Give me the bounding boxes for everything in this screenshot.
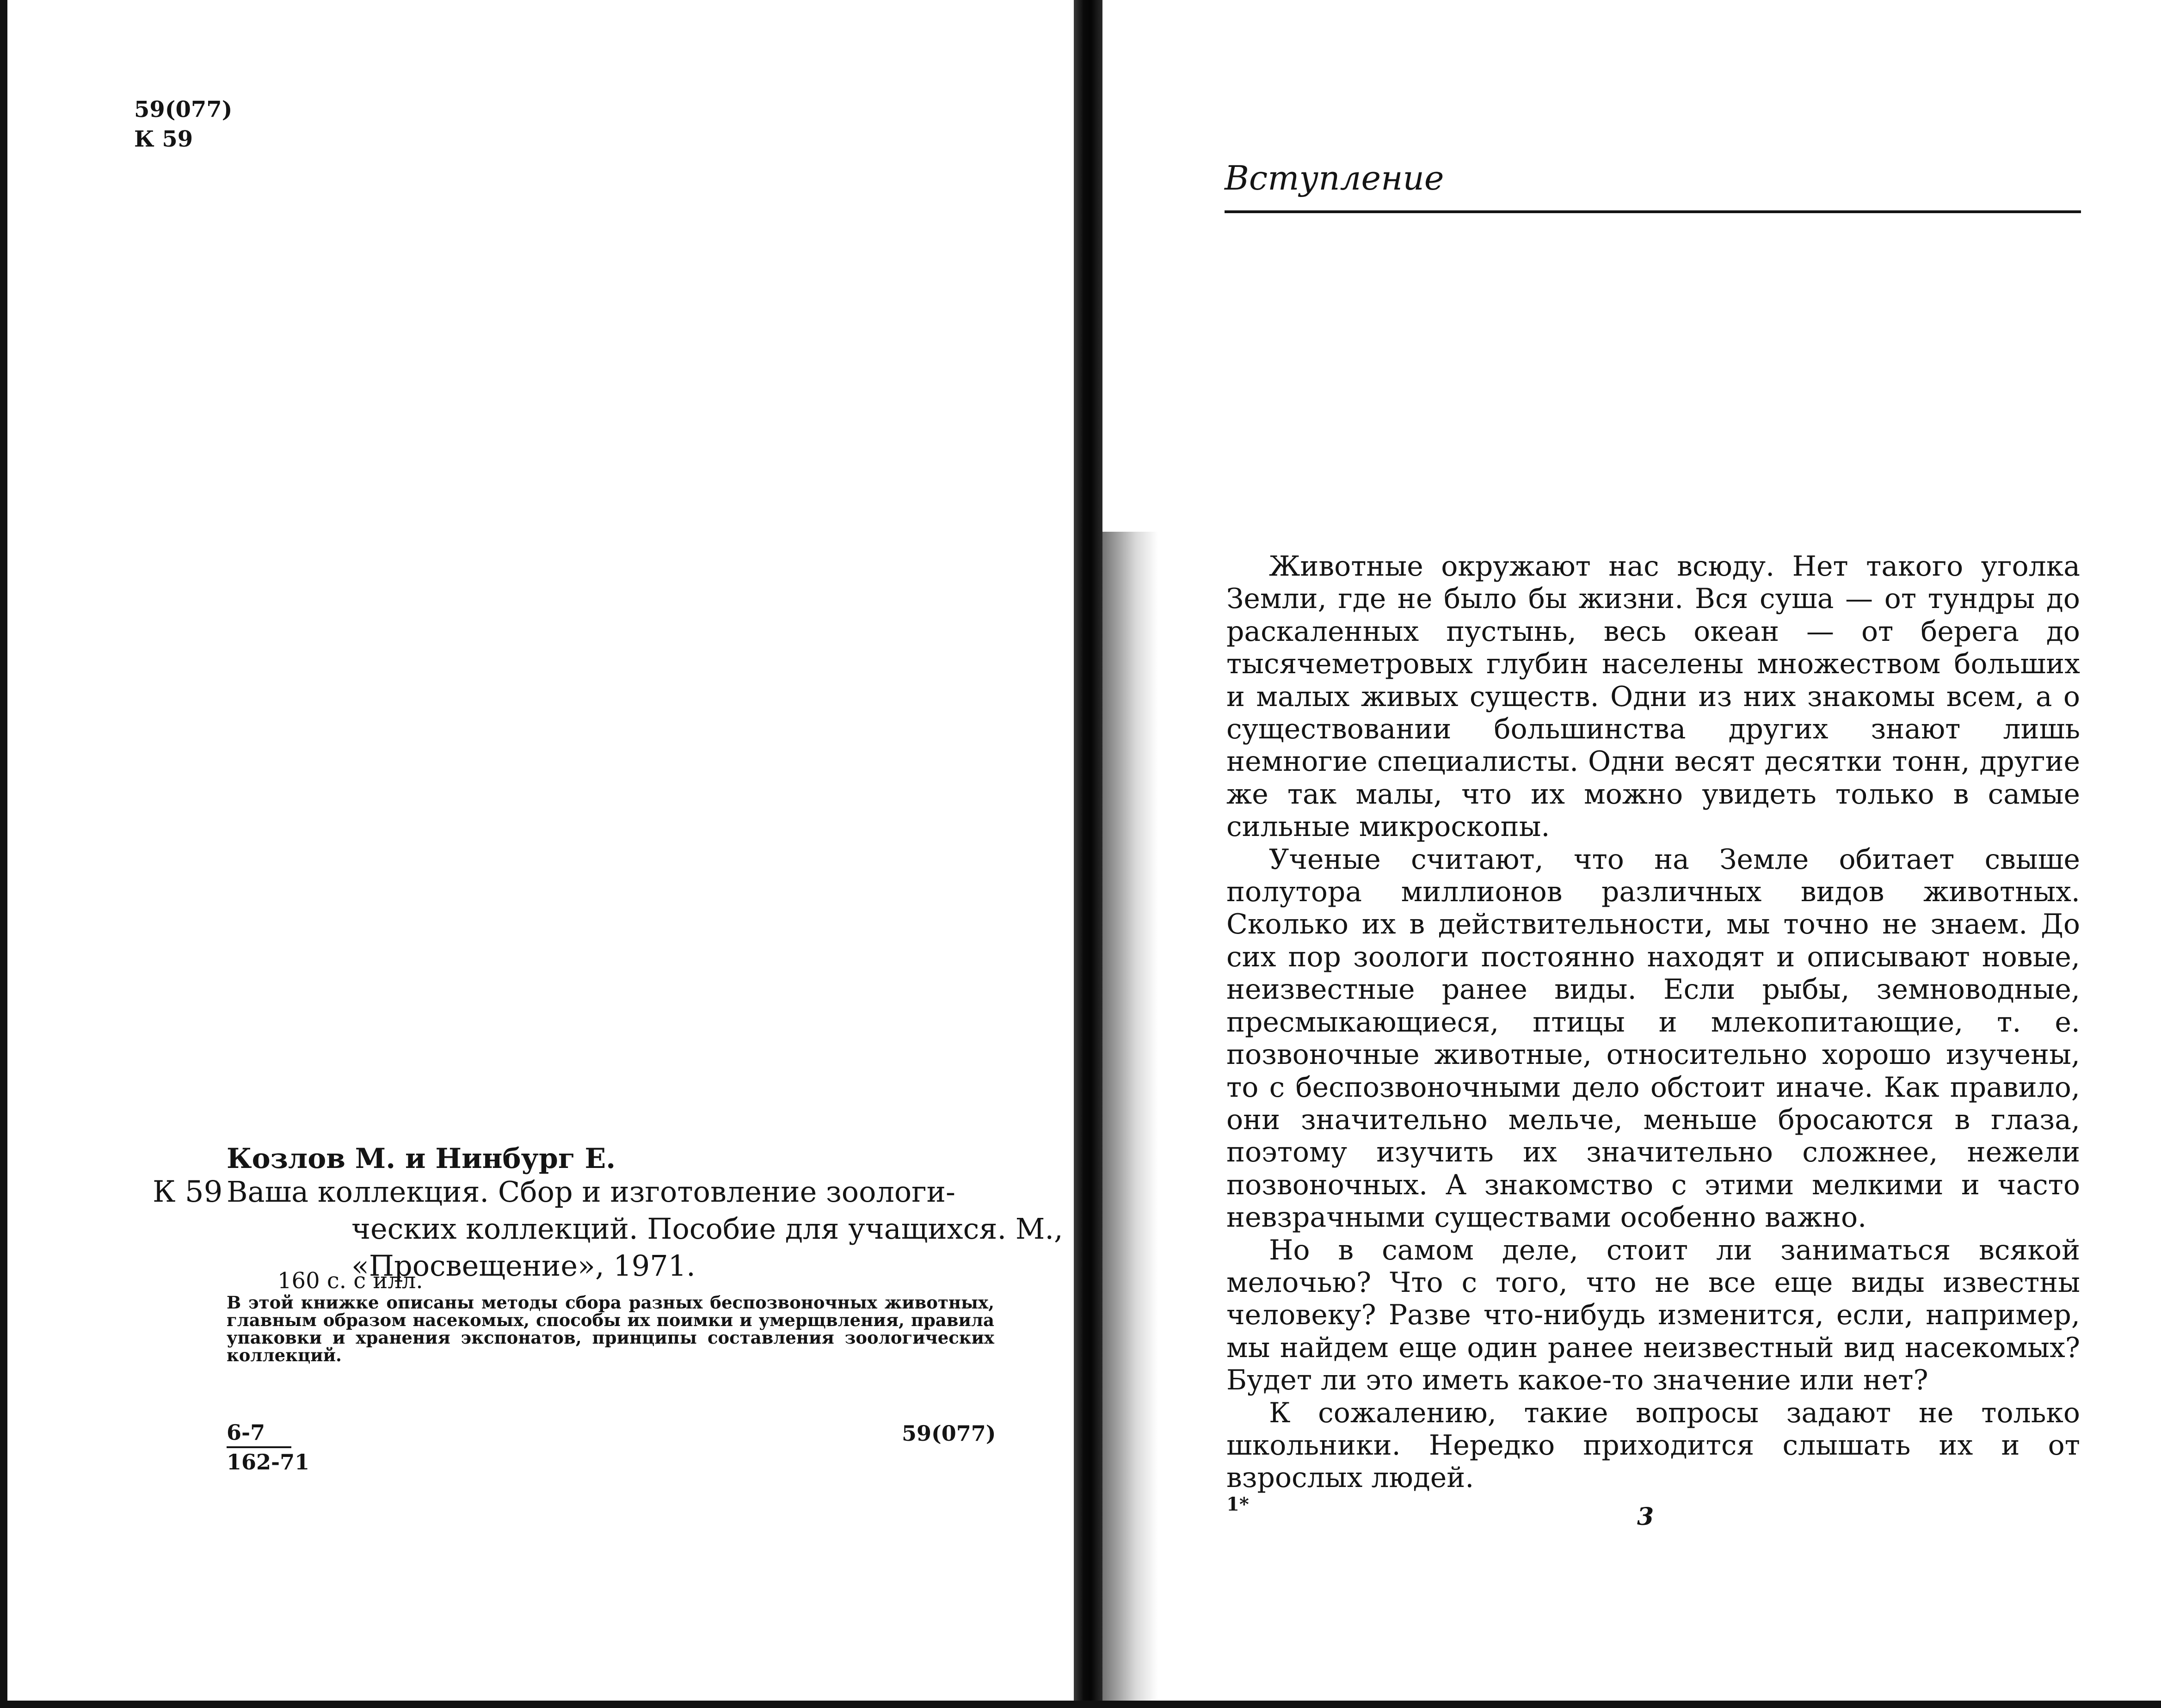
- paragraph: Животные окружают нас всюду. Нет такого уголка Земли, где не было бы жизни. Вся суша — от тундры до раскаленных пустынь, весь океан — от берега до тысячеметровых глубин населены множеством больших и малых живых существ. Одни из них знакомы всем, а о существовании большинства других знают лишь немногие специалисты. Одни весят десятки тонн, другие же так малы, что их можно увидеть только в самые сильные микроскопы.: [1226, 550, 2080, 843]
- author-cipher-top: К 59: [134, 126, 193, 152]
- udc-number: 59(077): [134, 97, 233, 123]
- scan-edge-left: [0, 0, 7, 1708]
- title-line: ческих коллекций. Пособие для учащихся. М.,: [351, 1212, 1063, 1246]
- author-cipher: К 59: [153, 1175, 223, 1209]
- classification-number: [227, 1419, 309, 1476]
- authors: Козлов М. и Нинбург Е.: [227, 1143, 616, 1175]
- book-gutter: [1074, 0, 1102, 1708]
- signature-mark: 1*: [1226, 1493, 1249, 1515]
- page-count: 160 с. с илл.: [277, 1268, 423, 1294]
- heading-rule: [1225, 210, 2081, 213]
- gutter-shadow: [1102, 532, 1158, 1708]
- paragraph: К сожалению, такие вопросы задают не только школьники. Нередко приходится слышать их и от взрослых людей.: [1226, 1396, 2080, 1494]
- udc-code-top: [134, 95, 232, 154]
- title-line: Ваша коллекция. Сбор и изготовление зоологи-: [227, 1175, 955, 1209]
- page-number: 3: [1637, 1503, 1654, 1531]
- chapter-heading: Вступление: [1225, 159, 1444, 197]
- annotation: В этой книжке описаны методы сбора разных беспозвоночных животных, главным образом насекомых, способы их поимки и умерщвления, правила упаковки и хранения экспонатов, принципы составления зоологических коллекций.: [227, 1292, 994, 1365]
- scan-edge-bottom: [0, 1701, 2161, 1708]
- chapter-body: [1226, 550, 2080, 1494]
- class-numerator: 6-7: [227, 1419, 291, 1448]
- title-line: «Просвещение», 1971.: [351, 1249, 696, 1283]
- class-denominator: 162-71: [227, 1450, 310, 1475]
- paragraph: Ученые считают, что на Земле обитает свыше полутора миллионов различных видов животных. Сколько их в действительности, мы точно не знаем. До сих пор зоологи постоянно находят и описывают новые, неизвестные ранее виды. Если рыбы, земноводные, пресмыкающиеся, птицы и млекопитающие, т. е. позвоночные животные, относительно хорошо изучены, то с беспозвоночными дело обстоит иначе. Как правило, они значительно мельче, меньше бросаются в глаза, поэтому изучить их значительно сложнее, нежели позвоночных. А знакомство с этими мелкими и часто невзрачными существами особенно важно.: [1226, 843, 2080, 1234]
- udc-code-bottom: 59(077): [902, 1421, 996, 1446]
- paragraph: Но в самом деле, стоит ли заниматься всякой мелочью? Что с того, что не все еще виды известны человеку? Разве что-нибудь изменится, если, например, мы найдем еще один ранее неизвестный вид насекомых? Будет ли это иметь какое-то значение или нет?: [1226, 1234, 2080, 1397]
